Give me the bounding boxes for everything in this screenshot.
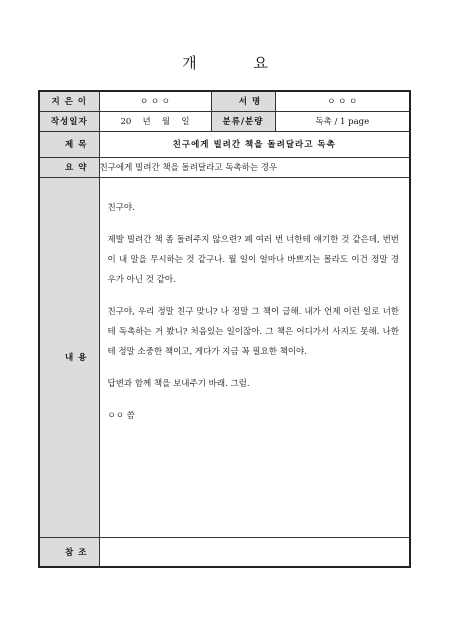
- date-value: 20 년 월 일: [99, 111, 211, 131]
- content-paragraph: 친구야, 우리 정말 친구 맞니? 나 정말 그 책이 급해. 내가 언제 이런 일로 너한테 독촉하는 거 봤니? 처음있는 일이잖아. 그 책은 어디가서 사지도 못해. 나한테 정말 소중한 책이고, 게다가 지금 꼭 필요한 책이야.: [107, 306, 399, 357]
- summary-value: 친구에게 빌려간 책을 돌려달라고 독촉하는 경우: [99, 157, 410, 177]
- content-paragraph: ㅇㅇ 씀: [107, 410, 135, 421]
- category-value: 독촉 / 1 page: [275, 111, 410, 131]
- row-author: [39, 91, 410, 111]
- seo-label: 서 명: [211, 91, 275, 111]
- date-label: 작성일자: [39, 111, 99, 131]
- category-label: 분류/분량: [211, 111, 275, 131]
- subject-label: 제 목: [39, 131, 99, 157]
- row-summary: [39, 157, 410, 177]
- reference-value: [99, 537, 410, 567]
- row-date: [39, 111, 410, 131]
- seo-value: ㅇ ㅇ ㅇ: [275, 91, 410, 111]
- content-paragraph: 친구야.: [107, 202, 135, 213]
- summary-form-table: [38, 90, 411, 568]
- content-body: [99, 177, 410, 537]
- author-label: 지 은 이: [39, 91, 99, 111]
- row-subject: [39, 131, 410, 157]
- content-label: 내 용: [39, 177, 99, 537]
- subject-value: 친구에게 빌려간 책을 돌려달라고 독촉: [99, 131, 410, 157]
- content-paragraph: 답변과 함께 책을 보내주기 바래. 그럼.: [107, 378, 250, 389]
- page-title: 개 요: [182, 54, 294, 72]
- reference-label: 참 조: [39, 537, 99, 567]
- row-content: [39, 177, 410, 537]
- row-reference: [39, 537, 410, 567]
- author-value: ㅇ ㅇ ㅇ: [99, 91, 211, 111]
- summary-label: 요 약: [39, 157, 99, 177]
- content-paragraph: 제발 빌려간 책 좀 돌려주지 않으련? 폐 여러 번 너한테 얘기한 것 같은데, 번번이 내 말을 무시하는 것 같구나. 뭘 일이 얼마나 바쁘지는 몰라도 이건 정말 경우가 아닌 것 같아.: [107, 234, 399, 285]
